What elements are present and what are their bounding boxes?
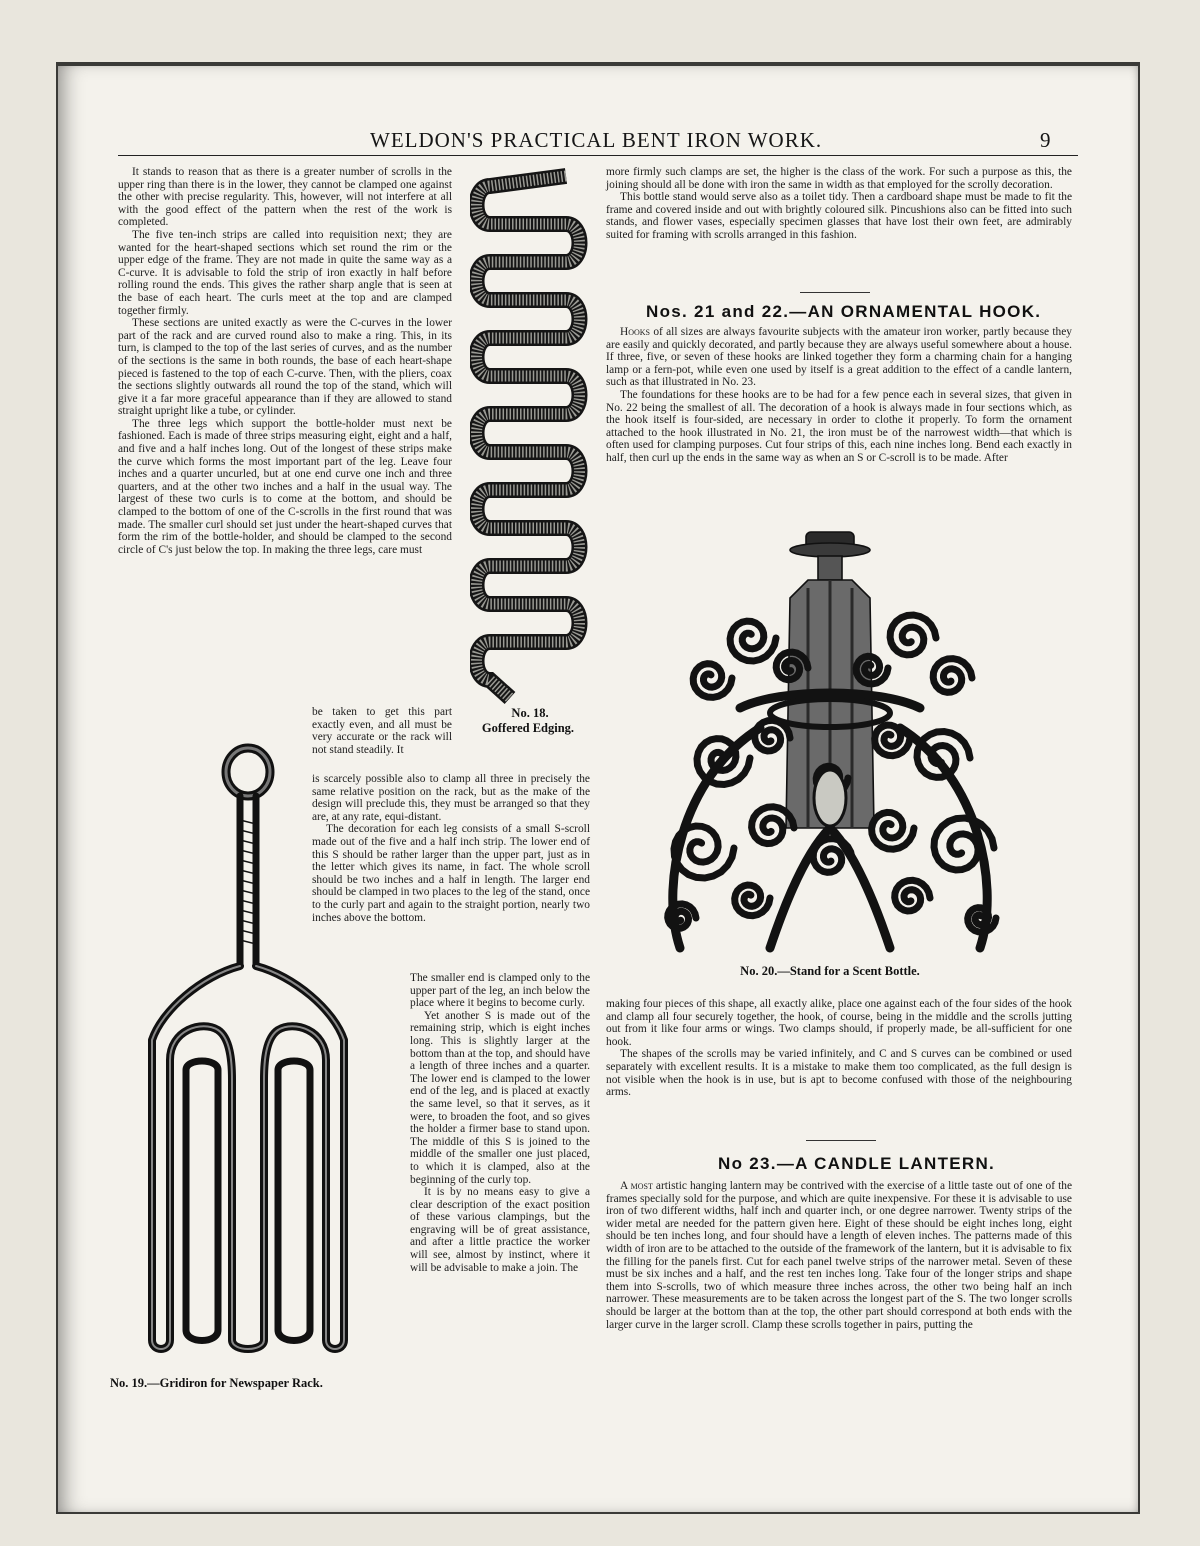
lantern-lead-word: A most [620,1180,653,1192]
gridiron-tines [152,966,344,1349]
hook-lead-word: Hooks [620,326,651,338]
figure-18-title: Goffered Edging. [481,721,575,735]
right-paragraph-2: This bottle stand would serve also as a toilet tidy. Then a cardboard shape must be made to fit the frame and covered inside and out with brightly coloured silk. Pincushions also can be fitted into such stands, and flower vases, especially specimen glasses that have lost their own feet, are admirably suited for framing with scrolls arranged in this fashion. [606,191,1072,241]
left-column-lower [410,972,590,1274]
centre-glass [814,770,846,826]
right-column-top [606,166,1072,242]
left-paragraph-1: It stands to reason that as there is a greater number of scrolls in the upper ring than there is in the lower, they cannot be clamped one against the other with precise regularity. This, however, will not interfere at all with the good effect of the pattern when the rest of the work is completed. [118,166,452,229]
right-column-hook-cont [606,998,1072,1099]
hook-paragraph-4: The shapes of the scrolls may be varied infinitely, and C and S curves can be combined or used separately with excellent results. It is a mistake to make them too complicated, as the full design is not visible when the hook is in use, but is apt to become confused with those of the neighbouring arms. [606,1048,1072,1099]
scroll-curl [933,659,972,693]
right-column-lantern [606,1180,1072,1331]
scroll-curl [872,812,914,849]
running-header: WELDON'S PRACTICAL BENT IRON WORK. [370,128,823,152]
figure-20-caption: No. 20.—Stand for a Scent Bottle. [740,964,920,978]
left-paragraph-3: These sections are united exactly as were the C-curves in the lower part of the rack and are curved round also to make a ring. This, in its turn, is clamped to the top of the last series of curves, and as the number of the sections is the same in both rounds, the base of each heart-shape pieced is fastened to the top of each C-curve. Then, with the pliers, coax the sections slightly outwards all round the top of the stand, which will give it a far more graceful appearance than if they are allowed to stand straight upright like a tube, or cylinder. [118,317,452,418]
page-number: 9 [1040,128,1051,152]
left-paragraph-8: The smaller end is clamped only to the upper part of the leg, an inch below the place where it begins to become curly. [410,972,590,1010]
left-paragraph-9: Yet another S is made out of the remaining strip, which is eight inches long. This is slightly larger at the bottom than at the top, and should have a length of three inches and a quarter. The lower end is clamped to the lower end of the leg, and is placed at exactly the same level, so that it serves, as it were, to broaden the foot, and so gives the holder a firmer base to stand upon. The middle of this S is joined to the middle of the smaller one just placed, to which it is clamped, also at the beginning of the curly top. [410,1009,590,1186]
goffered-ribbon [477,176,580,698]
right-column-hook [606,326,1072,465]
scroll-curl [735,885,770,916]
scroll-curl [693,664,732,698]
figure-19-caption: No. 19.—Gridiron for Newspaper Rack. [110,1376,323,1390]
lantern-paragraph-1 [606,1180,1072,1331]
hook-paragraph-1-text: of all sizes are always favourite subjects with the amateur iron worker, partly because they are easily and quickly decorated, and partly because they are always useful somewhere about a house. If three, five, or seven of these hooks are linked together they form a charming chain for a hanging lamp or a fern-pot, while even one used by itself is a great addition to the effect of a candle lantern, such as that illustrated in No. 23. [606,326,1072,389]
scroll-curl [730,621,776,661]
scroll-curl [890,615,936,655]
right-paragraph-1: more firmly such clamps are set, the higher is the class of the work. For such a purpose as this, the joining should all be done with iron the same in width as that employed for the scrolly decoration. [606,166,1072,191]
header-rule [118,155,1078,156]
hook-paragraph-2: The foundations for these hooks are to be had for a few pence each in several sizes, that given in No. 22 being the smallest of all. The decoration of a hook is always made in four sections which, as the hook itself is four-sided, are necessary in order to clothe it properly. To form the ornament attached to the hook illustrated in No. 21, the iron must be of the narrowest width—that which is often used for clamping purposes. Cut four strips of this, each nine inches long. Bend each exactly in half, then curl up the ends in the same way as when an S or C-scroll is to be made. After [606,388,1072,464]
section-rule-1 [800,292,870,293]
left-paragraph-2: The five ten-inch strips are called into requisition next; they are wanted for the heart-shaped sections which set round the rim or the upper edge of the frame. They are not made in quite the same way as a C-curve. It is advisable to fold the strip of iron exactly in half before rolling round the ends. This gives the rather sharp angle that is seen at the base of each heart. The curls meet at the top and are clamped together firmly. [118,228,452,317]
scroll-curl [895,880,930,911]
left-paragraph-7: The decoration for each leg consists of a small S-scroll made out of the five and a half inch strip. The lower end of this S should be rather larger than the upper part, just as in the letter which gives its name, in fact. The whole scroll should be two inches and a half in length. The larger end should be clamped in two places to the leg of the stand, once to the curly part and again to the straight portion, nearly two inches above the bottom. [312,823,590,924]
figure-18-number: No. 18. [511,706,549,720]
figure-19-gridiron [122,740,402,1380]
ribbon-outline [477,176,580,698]
heading-ornamental-hook: Nos. 21 and 22.—AN ORNAMENTAL HOOK. [646,302,1042,321]
lantern-paragraph-1-text: artistic hanging lantern may be contrived with the exercise of a little taste out of one of the frames specially sold for the purpose, and which are quite inexpensive. For these it is advisable to use iron of two different widths, half inch and quarter inch, or one degree narrower. Twenty strips of the wider metal are needed for the pattern given here. Eight of these should be eight inches long, eight should be ten inches long, and four should have a length of eleven inches. The patterns made of this width of iron are to be attached to the outside of the framework of the lantern, but it is advisable to fix the filling for the panels first. Cut for each panel twelve strips of the narrower metal. Seven of these must be six inches and a half, and the rest ten inches long. Take four of the longer strips and shape them into S-scrolls, two of which measure three inches across, the other two being half an inch narrower. These measurements are to be taken across the longest part of the S. The two longer scrolls should be larger at the bottom than at the top, the other part should correspond at both ends with the larger curve in the larger scroll. Clamp these scrolls together in pairs, putting the [606,1180,1073,1331]
left-paragraph-5: be taken to get this part exactly even, and all must be very accurate or the rack will not stand steadily. It [312,706,452,756]
figure-20-scent-bottle-stand [640,528,1020,958]
hook-paragraph-3: making four pieces of this shape, all exactly alike, place one against each of the four sides of the hook and clamp all four securely together, the hook, of course, being in the middle and the scrolls jutting out from it like four arms or wings. Two clamps should, if properly made, be all-sufficient for one hook. [606,998,1072,1048]
left-paragraph-6: is scarcely possible also to clamp all three in precisely the same relative position on the rack, but as the make of the design will preclude this, they must be arranged so that they are, at any rate, equi-distant. [312,773,590,823]
figure-18-goffered-edging [470,168,590,708]
left-column-top [118,166,452,556]
section-rule-2 [806,1140,876,1141]
left-paragraph-10: It is by no means easy to give a clear description of the exact position of these various clampings, but the engraving will be of great assistance, and after a little practice the worker will see, almost by instinct, where it will be advisable to make a join. The [410,1186,590,1274]
heading-candle-lantern: No 23.—A CANDLE LANTERN. [718,1154,996,1173]
left-paragraph-4: The three legs which support the bottle-holder must next be fashioned. Each is made of three strips measuring eight, eight and a half, and five and a half inches long. Out of the longest of these strips make the curve which forms the most important part of the leg. Leave four inches and a quarter uncurled, but at one end curve one inch and three quarters, and at the other two inches and a half in the usual way. The largest of these two curls is to come at the bottom, and should be clamped to the bottom of one of the C-scrolls in the first round that was made. The smaller curl should set just under the heart-shaped curves that form the rim of the bottle-holder, and should be clamped to the second circle of C's just below the top. In making the three legs, care must [118,417,452,556]
hook-paragraph-1 [606,326,1072,389]
